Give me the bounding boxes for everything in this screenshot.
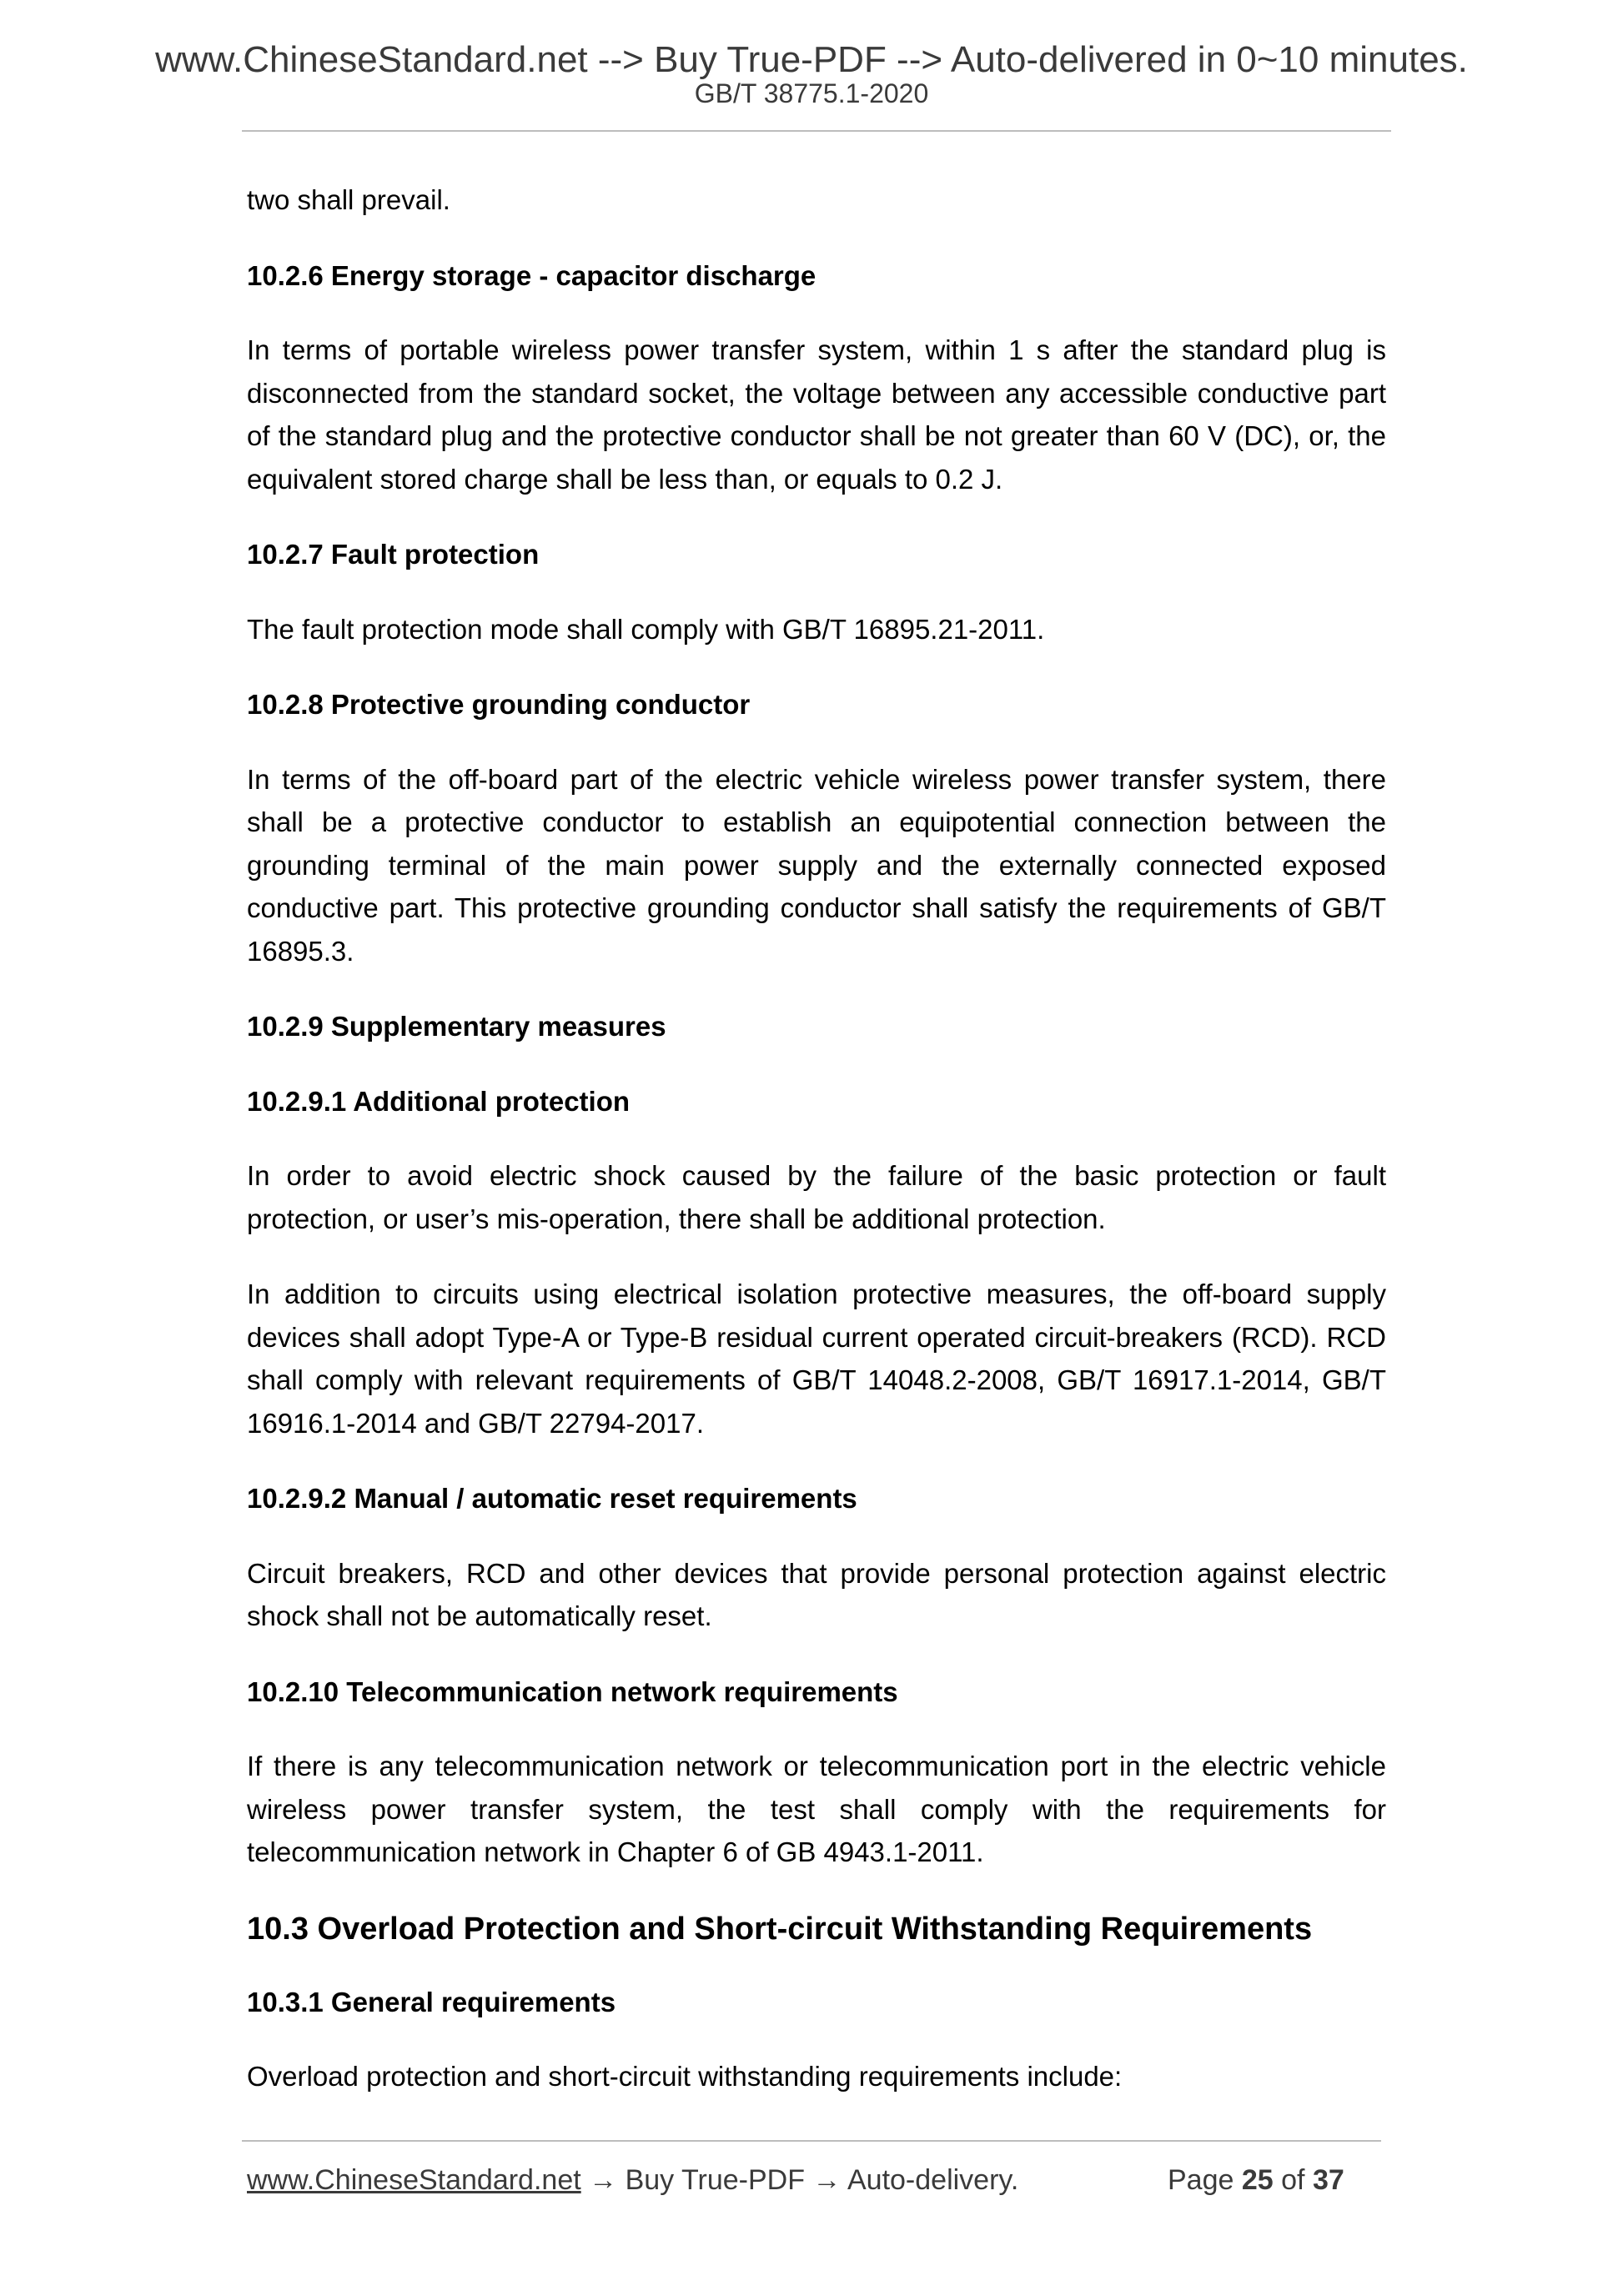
paragraph-10-2-10: If there is any telecommunication network or telecommunication port in the electric vehicle wireless power transfer system, the test shall comply with the requirements for telecommunication network in Chapter 6 of GB 4943.1-2011. <box>247 1751 1386 1867</box>
paragraph-10-2-9-1-a: In order to avoid electric shock caused by the failure of the basic protection or fault protection, or user’s mis-operation, there shall be additional protection. <box>247 1160 1386 1234</box>
footer-tagline: → Buy True-PDF → Auto-delivery. <box>580 2164 1019 2196</box>
paragraph-10-2-8: In terms of the off-board part of the electric vehicle wireless power transfer system, there shall be a protective conductor to establish an equipotential connection between the grounding terminal of the main power supply and the externally connected exposed conductive part. This protective grounding conductor shall satisfy the requirements of GB/T 16895.3. <box>247 763 1386 967</box>
page-current: 25 <box>1241 2164 1274 2196</box>
heading-10-2-9-2: 10.2.9.2 Manual / automatic reset requirements <box>247 1483 857 1514</box>
page-indicator <box>1168 2163 1344 2198</box>
document-number: GB/T 38775.1-2020 <box>694 78 929 108</box>
footer-left <box>247 2163 1018 2198</box>
paragraph-10-2-9-1-b: In addition to circuits using electrical isolation protective measures, the off-board supply devices shall adopt Type-A or Type-B residual current operated circuit-breakers (RCD). RCD shall comply with relevant requirements of GB/T 14048.2-2008, GB/T 16917.1-2014, GB/T 16916.1-2014 and GB/T 22794-2017. <box>247 1279 1386 1439</box>
of-word: of <box>1281 2164 1305 2196</box>
page-total: 37 <box>1312 2164 1344 2196</box>
footer-site-link[interactable]: www.ChineseStandard.net <box>247 2164 581 2196</box>
heading-10-2-9-1: 10.2.9.1 Additional protection <box>247 1085 631 1117</box>
heading-10-2-6: 10.2.6 Energy storage - capacitor discharge <box>247 259 817 291</box>
header-divider <box>242 130 1391 132</box>
heading-10-2-9: 10.2.9 Supplementary measures <box>247 1011 666 1042</box>
page-content <box>247 178 1386 2131</box>
paragraph-10-2-6: In terms of portable wireless power transfer system, within 1 s after the standard plug is disconnected from the standard socket, the voltage between any accessible conductive part of the standard plug and the protective conductor shall be not greater than 60 V (DC), or, the equivalent stored charge shall be less than, or equals to 0.2 J. <box>247 334 1386 495</box>
heading-10-3: 10.3 Overload Protection and Short-circuit Withstanding Requirements <box>247 1911 1313 1947</box>
paragraph-10-2-9-2: Circuit breakers, RCD and other devices that provide personal protection against electric shock shall not be automatically reset. <box>247 1557 1386 1631</box>
paragraph-10-3-1: Overload protection and short-circuit withstanding requirements include: <box>247 2061 1123 2092</box>
site-banner: www.ChineseStandard.net --> Buy True-PDF --> Auto-delivered in 0~10 minutes. <box>155 39 1468 80</box>
paragraph-10-2-7: The fault protection mode shall comply with GB/T 16895.21-2011. <box>247 613 1045 645</box>
page-word: Page <box>1168 2164 1234 2196</box>
heading-10-2-8: 10.2.8 Protective grounding conductor <box>247 689 751 720</box>
heading-10-3-1: 10.3.1 General requirements <box>247 1986 616 2017</box>
heading-10-2-10: 10.2.10 Telecommunication network requirements <box>247 1676 898 1707</box>
heading-10-2-7: 10.2.7 Fault protection <box>247 539 540 570</box>
paragraph-continued: two shall prevail. <box>247 184 450 215</box>
footer-divider <box>242 2140 1381 2142</box>
